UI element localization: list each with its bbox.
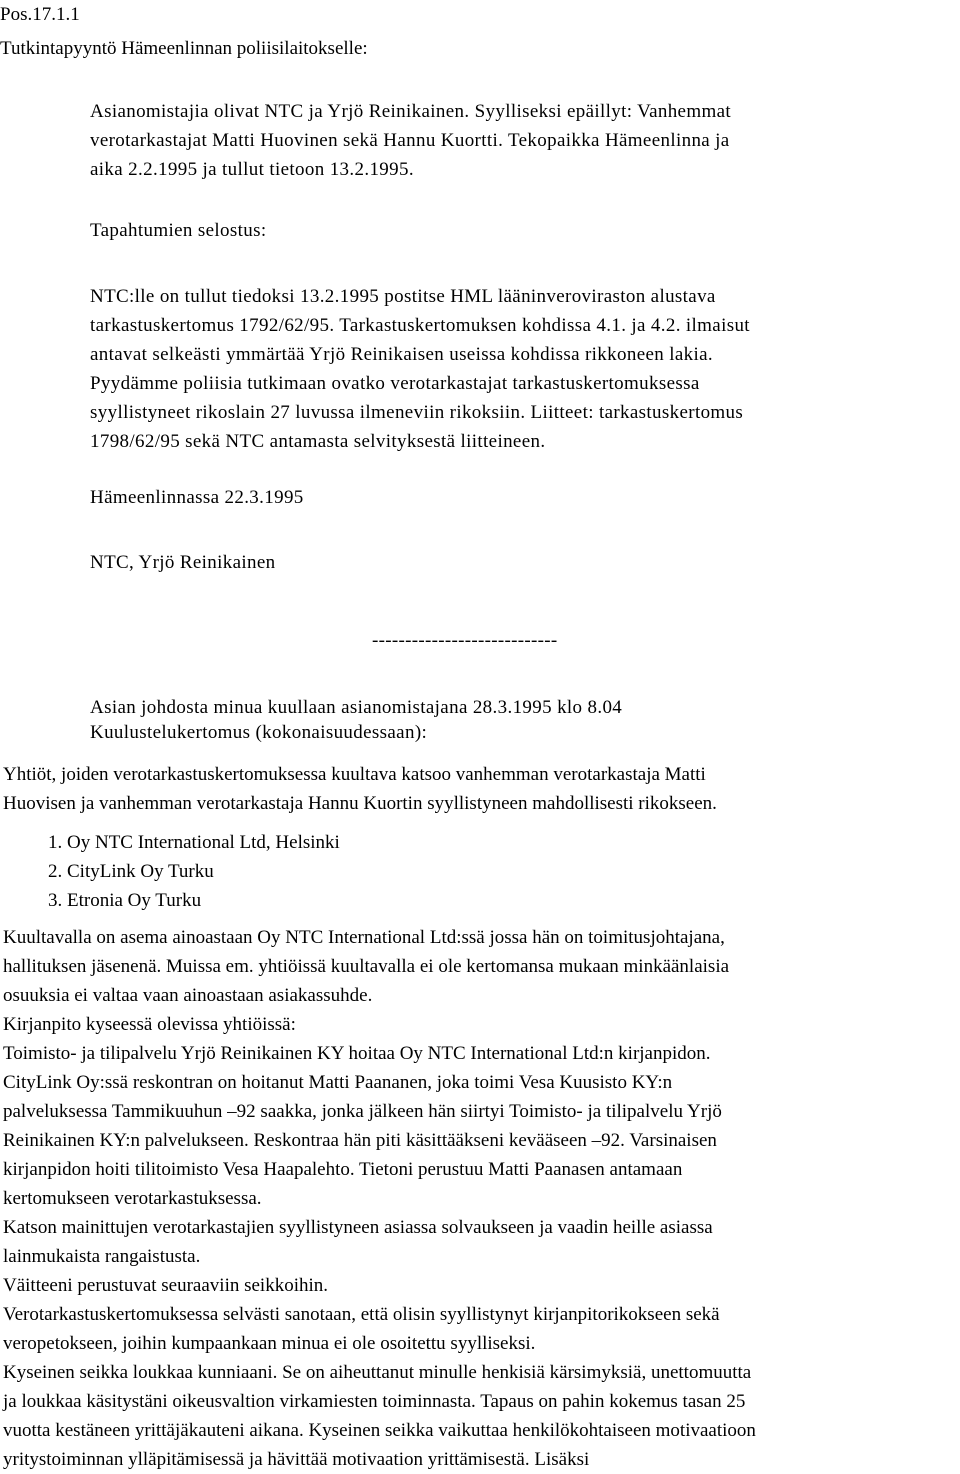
hearing-line: Asian johdosta minua kuullaan asianomistajana 28.3.1995 klo 8.04 xyxy=(90,697,623,718)
company-list xyxy=(48,828,340,915)
statement-intro xyxy=(3,760,717,818)
events-heading: Tapahtumien selostus: xyxy=(90,220,267,241)
text-line: kirjanpidon hoiti tilitoimisto Vesa Haapalehto. Tietoni perustuu Matti Paanasen antamaan xyxy=(3,1159,683,1180)
separator-line: ---------------------------- xyxy=(372,630,558,651)
text-line: hallituksen jäsenenä. Muissa em. yhtiöissä kuultavalla ei ole kertomansa mukaan minkäänlaisia xyxy=(3,956,730,977)
document-position: Pos.17.1.1 xyxy=(0,4,80,25)
list-item: 1. Oy NTC International Ltd, Helsinki xyxy=(48,832,340,853)
text-line: NTC:lle on tullut tiedoksi 13.2.1995 postitse HML lääninveroviraston alustava xyxy=(90,286,716,307)
list-item: 2. CityLink Oy Turku xyxy=(48,861,214,882)
text-line: Reinikainen KY:n palvelukseen. Reskontraa hän piti käsittääkseni kevääseen –92. Varsinaisen xyxy=(3,1130,717,1151)
request-title: Tutkintapyyntö Hämeenlinnan poliisilaitokselle: xyxy=(0,38,368,59)
text-line: vuotta kestäneen yrittäjäkauteni aikana. Kyseinen seikka vaikuttaa henkilökohtaiseen motivaatioon xyxy=(3,1420,756,1441)
signature: NTC, Yrjö Reinikainen xyxy=(90,552,276,573)
text-line: Kuultavalla on asema ainoastaan Oy NTC International Ltd:ssä jossa hän on toimitusjohtajana, xyxy=(3,927,725,948)
text-line: CityLink Oy:ssä reskontran on hoitanut Matti Paananen, joka toimi Vesa Kuusisto KY:n xyxy=(3,1072,673,1093)
text-line: kertomukseen verotarkastuksessa. xyxy=(3,1188,262,1209)
text-line: yritystoiminnan ylläpitämisessä ja hävittää motivaation yrittämisestä. Lisäksi xyxy=(3,1449,590,1470)
text-line: syyllistyneet rikoslain 27 luvussa ilmeneviin rikoksiin. Liitteet: tarkastuskertomus xyxy=(90,402,744,423)
text-line: tarkastuskertomus 1792/62/95. Tarkastuskertomuksen kohdissa 4.1. ja 4.2. ilmaisut xyxy=(90,315,750,336)
text-line: Katson mainittujen verotarkastajien syyllistyneen asiassa solvaukseen ja vaadin heille asiassa xyxy=(3,1217,713,1238)
text-line: Kirjanpito kyseessä olevissa yhtiöissä: xyxy=(3,1014,296,1035)
text-line: Verotarkastuskertomuksessa selvästi sanotaan, että olisin syyllistynyt kirjanpitorikokseen sekä xyxy=(3,1304,720,1325)
text-line: Väitteeni perustuvat seuraaviin seikkoihin. xyxy=(3,1275,329,1296)
list-item: 3. Etronia Oy Turku xyxy=(48,890,202,911)
text-line: Kyseinen seikka loukkaa kunniaani. Se on aiheuttanut minulle henkisiä kärsimyksiä, unettomuutta xyxy=(3,1362,752,1383)
text-line: antavat selkeästi ymmärtää Yrjö Reinikaisen useissa kohdissa rikkoneen lakia. xyxy=(90,344,713,365)
text-line: ja loukkaa käsitystäni oikeusvaltion virkamiesten toiminnasta. Tapaus on pahin kokemus tasan 25 xyxy=(3,1391,746,1412)
statement-body xyxy=(3,923,756,1474)
text-line: Yhtiöt, joiden verotarkastuskertomuksessa kuultava katsoo vanhemman verotarkastaja Matti xyxy=(3,764,706,785)
text-line: aika 2.2.1995 ja tullut tietoon 13.2.1995. xyxy=(90,159,414,180)
text-line: Asianomistajia olivat NTC ja Yrjö Reinikainen. Syylliseksi epäillyt: Vanhemmat xyxy=(90,101,732,122)
text-line: veropetokseen, joihin kumpaankaan minua ei ole osoitettu syylliseksi. xyxy=(3,1333,536,1354)
text-line: 1798/62/95 sekä NTC antamasta selvityksestä liitteineen. xyxy=(90,431,546,452)
text-line: osuuksia ei valtaa vaan ainoastaan asiakassuhde. xyxy=(3,985,373,1006)
text-line: Toimisto- ja tilipalvelu Yrjö Reinikainen KY hoitaa Oy NTC International Ltd:n kirjanpidon. xyxy=(3,1043,711,1064)
report-heading: Kuulustelukertomus (kokonaisuudessaan): xyxy=(90,722,428,743)
text-line: Pyydämme poliisia tutkimaan ovatko verotarkastajat tarkastuskertomuksessa xyxy=(90,373,700,394)
text-line: Huovisen ja vanhemman verotarkastaja Hannu Kuortin syyllistyneen mahdollisesti rikokseen. xyxy=(3,793,717,814)
text-line: verotarkastajat Matti Huovinen sekä Hannu Kuortti. Tekopaikka Hämeenlinna ja xyxy=(90,130,730,151)
text-line: palveluksessa Tammikuuhun –92 saakka, jonka jälkeen hän siirtyi Toimisto- ja tilipalvelu Yrjö xyxy=(3,1101,722,1122)
text-line: lainmukaista rangaistusta. xyxy=(3,1246,201,1267)
place-date: Hämeenlinnassa 22.3.1995 xyxy=(90,487,304,508)
parties-paragraph xyxy=(90,97,731,184)
events-paragraph xyxy=(90,282,750,456)
